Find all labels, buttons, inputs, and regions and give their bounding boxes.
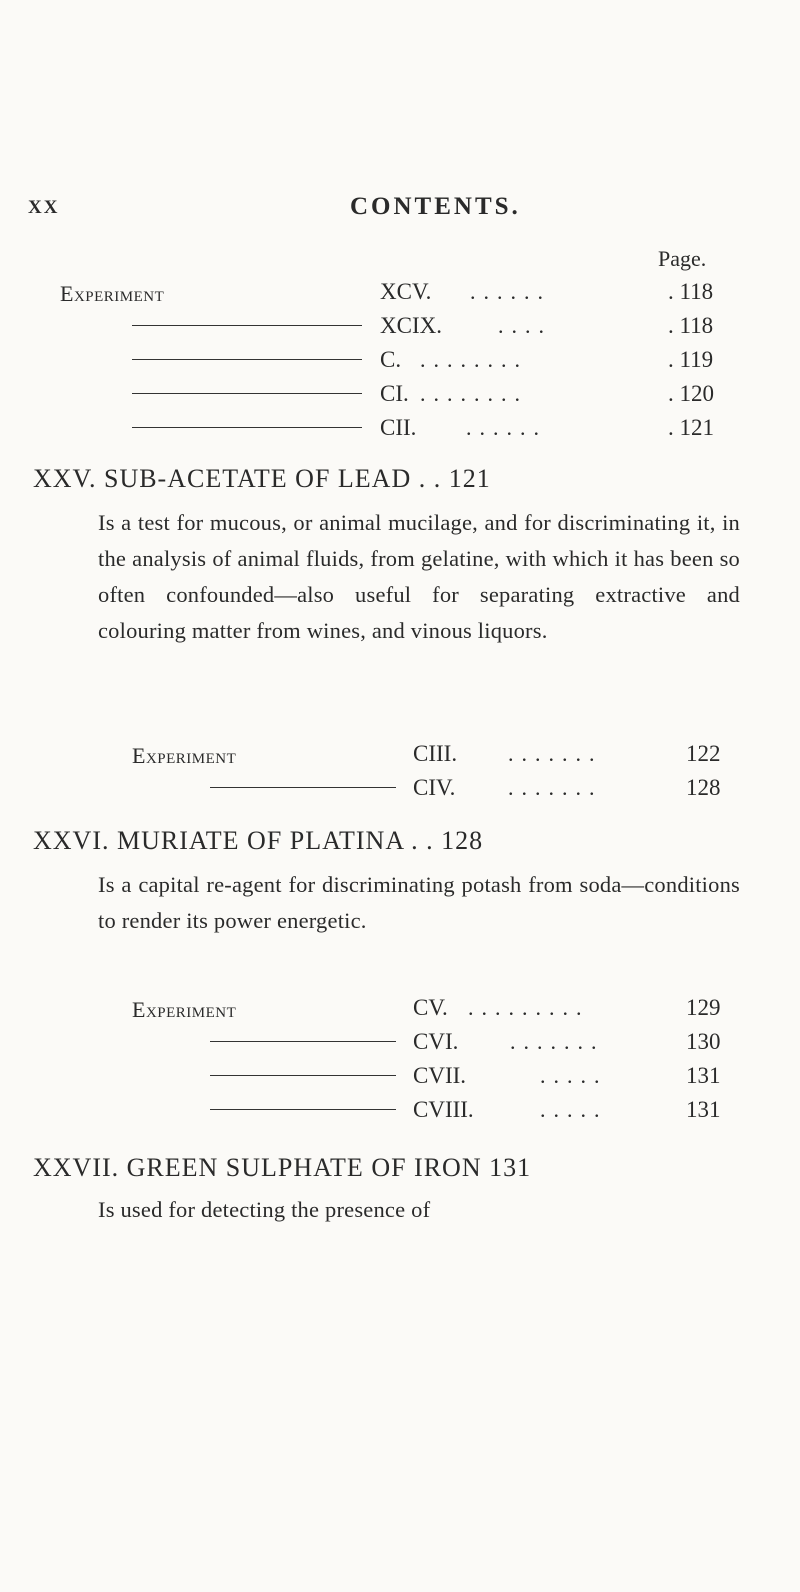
leader-dots: ........ [420, 381, 528, 406]
experiment-label: Experiment [60, 281, 165, 306]
section-description: Is a test for mucous, or animal mucilage, and for discriminating it, in the analysis of animal fluids, from gelatine, with which it has been so often confounded—also useful for separating extractive and colouring matter from wines, and vinous liquors. [98, 510, 740, 643]
section-heading: XXVI. MURIATE OF PLATINA . . 128 [33, 826, 484, 855]
experiment-number: CV. [413, 995, 448, 1020]
experiment-number: XCIX. [380, 313, 442, 338]
section-heading: XXVII. GREEN SULPHATE OF IRON 131 [33, 1153, 532, 1182]
page-column-label: Page. [658, 246, 707, 271]
page-number: 130 [686, 1029, 721, 1054]
experiment-number: CVIII. [413, 1097, 474, 1122]
experiment-number: C. [380, 347, 402, 372]
experiment-number: CIV. [413, 775, 456, 800]
page-number: 122 [686, 741, 721, 766]
leader-dots: ...... [470, 279, 551, 304]
ditto-rule [210, 1041, 396, 1042]
leader-dots: ..... [540, 1097, 608, 1122]
running-title: CONTENTS. [350, 193, 521, 220]
leader-dots: ....... [510, 1029, 605, 1054]
ditto-rule [210, 1075, 396, 1076]
ditto-rule [132, 325, 362, 326]
leader-dots: ..... [540, 1063, 608, 1088]
experiment-number: XCV. [380, 279, 432, 304]
experiment-number: CVI. [413, 1029, 459, 1054]
ditto-rule [132, 359, 362, 360]
ditto-rule [210, 1109, 396, 1110]
leader-dots: ....... [508, 775, 603, 800]
experiment-label: Experiment [132, 743, 237, 768]
page-number: 131 [686, 1097, 721, 1122]
leader-dots: ........ [420, 347, 528, 372]
ditto-rule [132, 393, 362, 394]
experiment-number: CIII. [413, 741, 458, 766]
leader-dots: ......... [468, 995, 590, 1020]
page-number: . 118 [668, 313, 714, 338]
page-number: 129 [686, 995, 721, 1020]
leader-dots: .... [498, 313, 552, 338]
page-number: . 121 [668, 415, 714, 440]
ditto-rule [132, 427, 362, 428]
experiment-number: CI. [380, 381, 409, 406]
leader-dots: ...... [466, 415, 547, 440]
section-description: Is used for detecting the presence of [98, 1197, 431, 1222]
section-heading: XXV. SUB-ACETATE OF LEAD . . 121 [33, 464, 491, 493]
experiment-number: CII. [380, 415, 417, 440]
experiment-label: Experiment [132, 997, 237, 1022]
page-number: . 118 [668, 279, 714, 304]
leader-dots: ....... [508, 741, 603, 766]
page-folio: XX [28, 197, 60, 218]
page-number: . 120 [668, 381, 714, 406]
ditto-rule [210, 787, 396, 788]
page-number: . 119 [668, 347, 714, 372]
page-number: 128 [686, 775, 721, 800]
experiment-number: CVII. [413, 1063, 467, 1088]
page-number: 131 [686, 1063, 721, 1088]
section-description: Is a capital re-agent for discriminating potash from soda—conditions to render its power energetic. [98, 872, 740, 933]
